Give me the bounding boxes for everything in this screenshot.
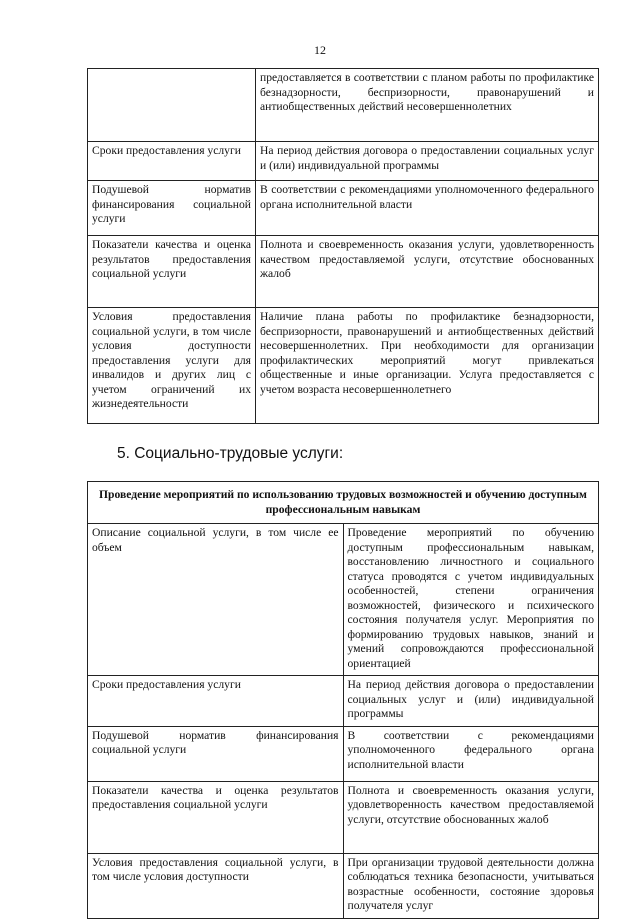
row-value: В соответствии с рекомендациями уполномоченного федерального органа исполнительной власти <box>343 726 599 781</box>
table-row <box>88 181 599 236</box>
page-number: 12 <box>314 43 326 57</box>
table-row <box>88 236 599 308</box>
row-label: Условия предоставления социальной услуги, в том числе условия доступности предоставления услуги для инвалидов и других лиц с учетом ограничений их жизнедеятельности <box>88 308 256 424</box>
table-row <box>88 308 599 424</box>
row-label: Подушевой норматив финансирования социальной услуги <box>88 726 344 781</box>
row-label: Сроки предоставления услуги <box>88 676 344 727</box>
row-value: Полнота и своевременность оказания услуги, удовлетворенность качеством предоставляемой услуги, отсутствие обоснованных жалоб <box>256 236 599 308</box>
row-value: В соответствии с рекомендациями уполномоченного федерального органа исполнительной власти <box>256 181 599 236</box>
services-table-2 <box>87 481 599 919</box>
table-row <box>88 676 599 727</box>
table-row <box>88 781 599 853</box>
table-row <box>88 142 599 181</box>
row-value: Проведение мероприятий по обучению доступным профессиональным навыкам, восстановлению личностного и социального статуса проводятся с учетом индивидуальных особенностей, степени ограничения возможностей, физического и психического состояния получателя услуг. Мероприятия по формированию трудовых навыков, знаний и умений сопровождаются профессиональной ориентацией <box>343 524 599 676</box>
row-label: Сроки предоставления услуги <box>88 142 256 181</box>
services-table-1 <box>87 68 599 424</box>
row-label: Показатели качества и оценка результатов предоставления социальной услуги <box>88 781 344 853</box>
table-row <box>88 69 599 142</box>
row-label: Условия предоставления социальной услуги, в том числе условия доступности <box>88 853 344 918</box>
row-value: Наличие плана работы по профилактике безнадзорности, беспризорности, правонарушений и антиобщественных действий несовершеннолетних. При необходимости для организации профилактических мероприятий могут привлекаться общественные и иные организации. Услуга предоставляется с учетом возраста несовершеннолетнего <box>256 308 599 424</box>
row-value: При организации трудовой деятельности должна соблюдаться техника безопасности, учитываться возрастные особенности, состояние здоровья получателя услуг <box>343 853 599 918</box>
row-label: Описание социальной услуги, в том числе ее объем <box>88 524 344 676</box>
row-value: На период действия договора о предоставлении социальных услуг и (или) индивидуальной программы <box>256 142 599 181</box>
row-value: Полнота и своевременность оказания услуги, удовлетворенность качеством предоставляемой услуги, отсутствие обоснованных жалоб <box>343 781 599 853</box>
row-value: На период действия договора о предоставлении социальных услуг и (или) индивидуальной программы <box>343 676 599 727</box>
table-header: Проведение мероприятий по использованию трудовых возможностей и обучению доступным профессиональным навыкам <box>88 482 599 524</box>
row-value: предоставляется в соответствии с планом работы по профилактике безнадзорности, беспризорности, правонарушений и антиобщественных действий несовершеннолетних <box>256 69 599 142</box>
row-label <box>88 69 256 142</box>
row-label: Показатели качества и оценка результатов предоставления социальной услуги <box>88 236 256 308</box>
row-label: Подушевой норматив финансирования социальной услуги <box>88 181 256 236</box>
table-row <box>88 726 599 781</box>
table-row <box>88 524 599 676</box>
section-heading: 5. Социально-трудовые услуги: <box>117 445 344 462</box>
table-header-row <box>88 482 599 524</box>
table-row <box>88 853 599 918</box>
